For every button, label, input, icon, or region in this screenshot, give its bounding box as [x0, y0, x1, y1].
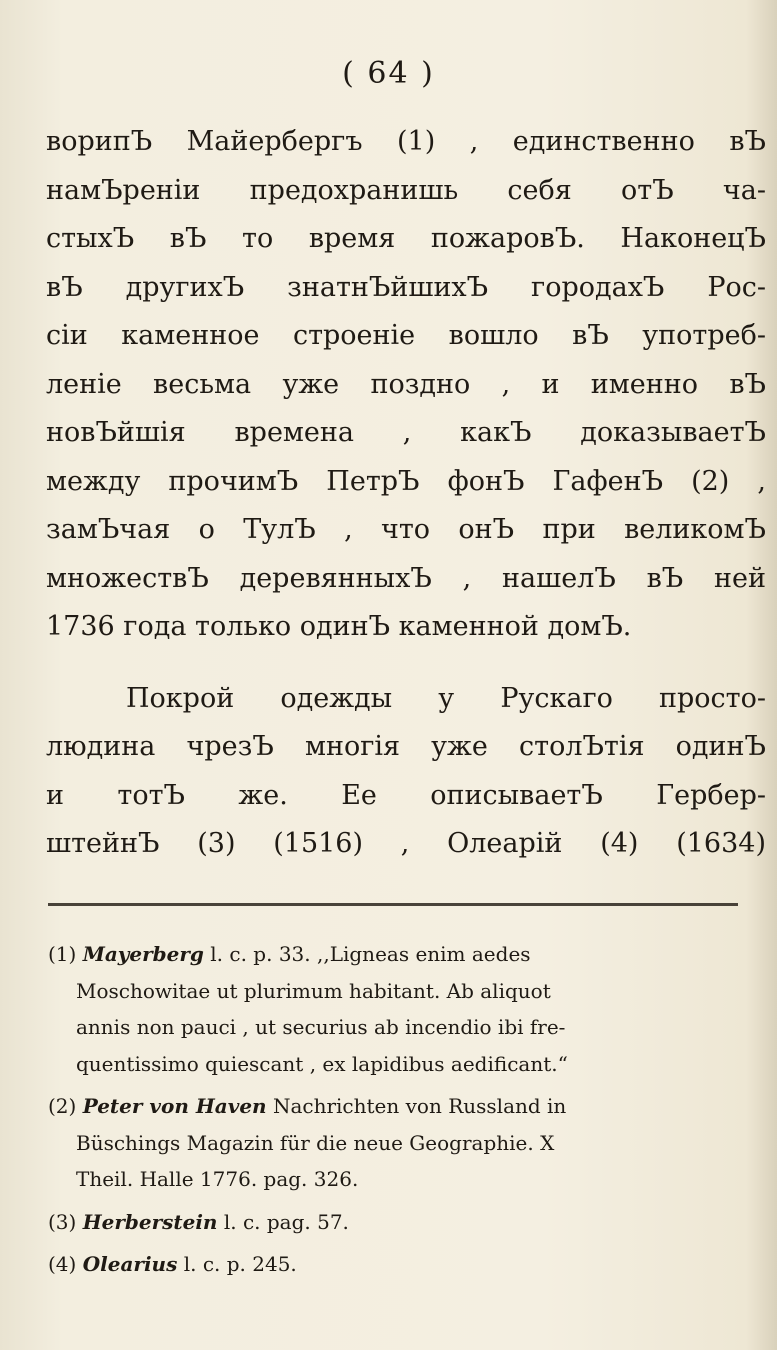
footnote-author: Peter von Haven — [82, 1094, 267, 1118]
footnote-text: l. c. pag. 57. — [223, 1209, 349, 1234]
footnote-text: Theil. Halle 1776. pag. 326. — [76, 1167, 359, 1191]
text-line: стыхЪ вЪ то время пожаровЪ. НаконецЪ — [46, 223, 766, 254]
footnote-author: Mayerberg — [82, 942, 204, 966]
footnote-text: quentissimo quiescant , ex lapidibus aedificant.“ — [76, 1051, 568, 1076]
text-line: намЪреніи предохранишь себя отЪ ча- — [46, 174, 766, 206]
text-line: замЪчая о ТулЪ , что онЪ при великомЪ — [46, 514, 766, 545]
text-line: сіи каменное строеніе вошло вЪ употреб- — [46, 320, 766, 351]
footnote-3 — [48, 1204, 748, 1241]
text-line: множествЪ деревянныхЪ , нашелЪ вЪ ней — [46, 562, 766, 594]
text-line: между прочимЪ ПетрЪ фонЪ ГафенЪ (2) , — [46, 465, 766, 497]
text-line: штейнЪ (3) (1516) , Олеарій (4) (1634) — [46, 828, 766, 859]
footnote-marker: (3) — [48, 1209, 77, 1234]
footnote-2 — [48, 1088, 748, 1125]
footnote-author: Olearius — [82, 1252, 178, 1276]
footnotes — [48, 936, 748, 1283]
page-number: ( 64 ) — [342, 56, 435, 91]
footnote-4 — [48, 1246, 748, 1283]
footnote-1 — [48, 936, 748, 973]
footnote-author: Herberstein — [82, 1209, 218, 1234]
footnote-marker: (1) — [48, 942, 77, 966]
text-line: и тотЪ же. Ее описываетЪ Гербер- — [46, 779, 766, 811]
footnote-text: Moschowitae ut plurimum habitant. Ab aliquot — [76, 978, 551, 1003]
footnote-divider — [48, 903, 738, 906]
text-line: 1736 года только одинЪ каменной домЪ. — [46, 611, 632, 642]
text-line: вЪ другихЪ знатнЪйшихЪ городахЪ Рос- — [46, 271, 766, 303]
footnote-text: annis non pauci , ut securius ab incendio ibi fre- — [76, 1015, 566, 1039]
text-line: леніе весьма уже поздно , и именно вЪ — [46, 368, 766, 400]
footnote-marker: (4) — [48, 1252, 77, 1276]
text-line: ворипЪ Майербергъ (1) , единственно вЪ — [46, 126, 766, 157]
main-text — [46, 118, 766, 869]
paragraph-gap — [46, 652, 766, 675]
text-line: людина чрезЪ многія уже столЪтія одинЪ — [46, 731, 766, 762]
footnote-text: Büschings Magazin für die neue Geographie. X — [76, 1130, 555, 1155]
footnote-marker: (2) — [48, 1094, 77, 1118]
text-line: новЪйшія времена , какЪ доказываетЪ — [46, 417, 766, 448]
footnote-text: l. c. p. 245. — [183, 1252, 297, 1276]
footnote-text: Nachrichten von Russland in — [272, 1094, 567, 1118]
text-line: Покрой одежды у Рускаго просто- — [126, 682, 766, 714]
footnote-text: l. c. p. 33. ,,Ligneas enim aedes — [210, 942, 531, 966]
